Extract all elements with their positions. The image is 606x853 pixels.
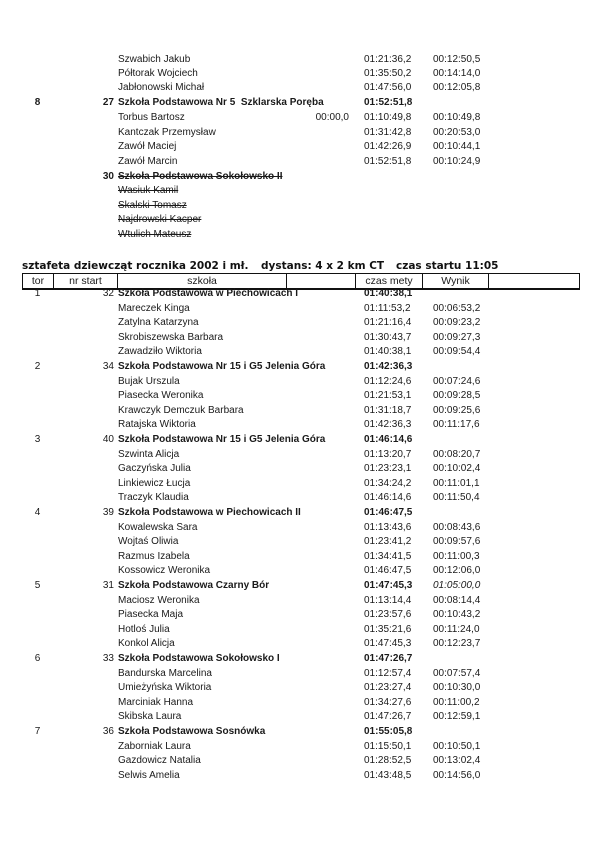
member-name: Umieżyńska Wiktoria [118, 682, 212, 693]
split-result: 00:09:57,6 [433, 536, 481, 547]
start-time: 00:00,0 [315, 112, 349, 123]
member-name: Razmus Izabela [118, 551, 190, 562]
member-row [0, 302, 606, 316]
member-name: Bujak Urszula [118, 376, 180, 387]
split-result: 00:11:01,1 [433, 478, 480, 489]
member-name: Skrobiszewska Barbara [118, 332, 224, 343]
member-name: Linkiewicz Łucja [118, 478, 191, 489]
section-title-bar [22, 259, 602, 273]
start-number: 31 [102, 580, 114, 591]
member-row-dns [0, 228, 606, 242]
member-name: Skalski Tomasz [118, 200, 187, 211]
start-number: 34 [102, 361, 114, 372]
member-name: Jabłonowski Michał [118, 82, 205, 93]
member-row [0, 535, 606, 549]
split-result: 00:12:06,0 [433, 565, 481, 576]
start-number: 40 [102, 434, 114, 445]
start-number: 33 [102, 653, 114, 664]
member-row [0, 667, 606, 681]
team-row [0, 506, 606, 520]
member-name: Zaborniak Laura [118, 741, 191, 752]
finish-time: 01:34:27,6 [364, 697, 412, 708]
split-result: 00:10:50,1 [433, 741, 481, 752]
lane-number: 5 [34, 580, 41, 591]
member-row [0, 126, 606, 140]
team-finish-time: 01:47:26,7 [364, 653, 413, 664]
split-result: 00:11:24,0 [433, 624, 480, 635]
member-name: Piasecka Maja [118, 609, 184, 620]
split-result: 00:10:44,1 [433, 141, 481, 152]
team-result: 01:05:00,0 [433, 580, 481, 591]
lane-number: 7 [34, 726, 41, 737]
split-result: 00:12:50,5 [433, 54, 481, 65]
header-extra [489, 274, 580, 288]
member-row [0, 740, 606, 754]
section-distance: dystans: 4 x 2 km CT [261, 260, 385, 272]
member-name: Szwinta Alicja [118, 449, 180, 460]
start-number: 27 [102, 97, 114, 108]
finish-time: 01:47:56,0 [364, 82, 412, 93]
team-row [0, 96, 606, 110]
split-result: 00:11:00,3 [433, 551, 480, 562]
team-finish-time: 01:55:05,8 [364, 726, 413, 737]
lane-number: 3 [34, 434, 41, 445]
member-name: Ratajska Wiktoria [118, 419, 196, 430]
school-name: Szkoła Podstawowa Sokołowsko I [118, 653, 280, 664]
split-result: 00:20:53,0 [433, 127, 481, 138]
member-row [0, 389, 606, 403]
team-row [0, 725, 606, 739]
member-name: Mareczek Kinga [118, 303, 190, 314]
start-number: 36 [102, 726, 114, 737]
member-row [0, 491, 606, 505]
member-name: Gaczyńska Julia [118, 463, 191, 474]
finish-time: 01:13:20,7 [364, 449, 412, 460]
member-name: Hotloś Julia [118, 624, 170, 635]
split-result: 00:12:59,1 [433, 711, 481, 722]
member-row [0, 696, 606, 710]
member-name: Półtorak Wojciech [118, 68, 198, 79]
split-result: 00:12:05,8 [433, 82, 481, 93]
finish-time: 01:21:36,2 [364, 54, 412, 65]
finish-time: 01:12:57,4 [364, 668, 412, 679]
finish-time: 01:23:57,6 [364, 609, 412, 620]
member-name: Zawadziło Wiktoria [118, 346, 202, 357]
school-name: Szkoła Podstawowa Nr 5 Szklarska Poręba [118, 97, 324, 108]
member-name: Kantczak Przemysław [118, 127, 216, 138]
split-result: 00:08:14,4 [433, 595, 481, 606]
team-row [0, 579, 606, 593]
member-name: Gazdowicz Natalia [118, 755, 201, 766]
member-row [0, 111, 606, 125]
finish-time: 01:12:24,6 [364, 376, 412, 387]
member-row-dns [0, 213, 606, 227]
finish-time: 01:46:47,5 [364, 565, 412, 576]
split-result: 00:14:14,0 [433, 68, 481, 79]
section-start-time: czas startu 11:05 [396, 260, 499, 272]
finish-time: 01:34:24,2 [364, 478, 412, 489]
split-result: 00:07:24,6 [433, 376, 481, 387]
member-name: Skibska Laura [118, 711, 182, 722]
finish-time: 01:47:45,3 [364, 638, 412, 649]
team-finish-time: 01:46:47,5 [364, 507, 413, 518]
finish-time: 01:35:21,6 [364, 624, 412, 635]
member-row [0, 623, 606, 637]
member-row [0, 375, 606, 389]
lane-number: 8 [34, 97, 41, 108]
finish-time: 01:23:27,4 [364, 682, 412, 693]
header-szkola: szkoła [118, 274, 287, 288]
member-row [0, 754, 606, 768]
member-row [0, 345, 606, 359]
split-result: 00:13:02,4 [433, 755, 481, 766]
member-row-dns [0, 199, 606, 213]
member-row [0, 769, 606, 783]
start-number: 30 [102, 171, 114, 182]
member-name: Konkol Alicja [118, 638, 175, 649]
split-result: 00:10:30,0 [433, 682, 481, 693]
lane-number: 6 [34, 653, 41, 664]
split-result: 00:09:25,6 [433, 405, 481, 416]
team-row-dns [0, 170, 606, 184]
split-result: 00:09:27,3 [433, 332, 481, 343]
member-name: Maciosz Weronika [118, 595, 200, 606]
finish-time: 01:28:52,5 [364, 755, 412, 766]
split-result: 00:08:43,6 [433, 522, 481, 533]
member-row [0, 140, 606, 154]
team-finish-time: 01:47:45,3 [364, 580, 413, 591]
header-tor: tor [23, 274, 54, 288]
member-name: Marciniak Hanna [118, 697, 194, 708]
split-result: 00:12:23,7 [433, 638, 481, 649]
finish-time: 01:47:26,7 [364, 711, 412, 722]
header-nr-start: nr start [54, 274, 118, 288]
member-row [0, 710, 606, 724]
member-row [0, 564, 606, 578]
team-finish-time: 01:52:51,8 [364, 97, 413, 108]
finish-time: 01:43:48,5 [364, 770, 412, 781]
member-row [0, 594, 606, 608]
member-name: Krawczyk Demczuk Barbara [118, 405, 244, 416]
member-name: Zawół Marcin [118, 156, 178, 167]
member-row [0, 550, 606, 564]
finish-time: 01:11:53,2 [364, 303, 411, 314]
member-row [0, 637, 606, 651]
member-row [0, 155, 606, 169]
team-row [0, 287, 606, 301]
member-row [0, 404, 606, 418]
split-result: 00:09:54,4 [433, 346, 481, 357]
split-result: 00:10:02,4 [433, 463, 481, 474]
school-name: Szkoła Podstawowa Sokołowsko II [118, 171, 283, 182]
school-name: Szkoła Podstawowa w Piechowicach I [118, 288, 299, 299]
split-result: 00:07:57,4 [433, 668, 481, 679]
finish-time: 01:21:53,1 [364, 390, 412, 401]
member-name: Piasecka Weronika [118, 390, 204, 401]
split-result: 00:14:56,0 [433, 770, 481, 781]
member-name: Zawół Maciej [118, 141, 177, 152]
finish-time: 01:13:43,6 [364, 522, 412, 533]
team-finish-time: 01:42:36,3 [364, 361, 413, 372]
team-row [0, 652, 606, 666]
school-name: Szkoła Podstawowa Sosnówka [118, 726, 266, 737]
school-name: Szkoła Podstawowa w Piechowicach II [118, 507, 301, 518]
member-row [0, 477, 606, 491]
member-row [0, 53, 606, 67]
member-name: Kowalewska Sara [118, 522, 198, 533]
team-finish-time: 01:40:38,1 [364, 288, 413, 299]
split-result: 00:09:28,5 [433, 390, 481, 401]
member-row [0, 331, 606, 345]
finish-time: 01:13:14,4 [364, 595, 412, 606]
member-row [0, 521, 606, 535]
finish-time: 01:42:26,9 [364, 141, 412, 152]
school-name: Szkoła Podstawowa Nr 15 i G5 Jelenia Góra [118, 361, 326, 372]
team-row [0, 433, 606, 447]
member-name: Kossowicz Weronika [118, 565, 211, 576]
start-number: 32 [102, 288, 114, 299]
split-result: 00:09:23,2 [433, 317, 481, 328]
header-blank [287, 274, 356, 288]
member-name: Traczyk Klaudia [118, 492, 189, 503]
member-row [0, 81, 606, 95]
finish-time: 01:46:14,6 [364, 492, 412, 503]
team-finish-time: 01:46:14,6 [364, 434, 413, 445]
header-wynik: Wynik [423, 274, 489, 288]
finish-time: 01:34:41,5 [364, 551, 412, 562]
member-row [0, 418, 606, 432]
finish-time: 01:30:43,7 [364, 332, 412, 343]
finish-time: 01:42:36,3 [364, 419, 412, 430]
section-title: sztafeta dziewcząt rocznika 2002 i mł. [22, 260, 249, 272]
finish-time: 01:40:38,1 [364, 346, 412, 357]
finish-time: 01:10:49,8 [364, 112, 412, 123]
member-name: Zatylna Katarzyna [118, 317, 199, 328]
finish-time: 01:31:42,8 [364, 127, 412, 138]
split-result: 00:10:24,9 [433, 156, 481, 167]
member-name: Wasiuk Kamil [118, 185, 179, 196]
member-row [0, 316, 606, 330]
team-row [0, 360, 606, 374]
lane-number: 1 [34, 288, 41, 299]
finish-time: 01:15:50,1 [364, 741, 412, 752]
member-row [0, 67, 606, 81]
finish-time: 01:52:51,8 [364, 156, 412, 167]
school-name: Szkoła Podstawowa Czarny Bór [118, 580, 270, 591]
start-number: 39 [102, 507, 114, 518]
split-result: 00:11:50,4 [433, 492, 480, 503]
member-name: Bandurska Marcelina [118, 668, 212, 679]
header-czas-mety: czas mety [356, 274, 423, 288]
finish-time: 01:23:23,1 [364, 463, 412, 474]
school-name: Szkoła Podstawowa Nr 15 i G5 Jelenia Góra [118, 434, 326, 445]
finish-time: 01:23:41,2 [364, 536, 412, 547]
member-name: Wtulich Mateusz [118, 229, 192, 240]
finish-time: 01:35:50,2 [364, 68, 412, 79]
member-row [0, 462, 606, 476]
split-result: 00:10:43,2 [433, 609, 481, 620]
finish-time: 01:31:18,7 [364, 405, 412, 416]
member-name: Szwabich Jakub [118, 54, 191, 65]
member-row-dns [0, 184, 606, 198]
lane-number: 4 [34, 507, 41, 518]
finish-time: 01:21:16,4 [364, 317, 412, 328]
split-result: 00:08:20,7 [433, 449, 481, 460]
member-row [0, 608, 606, 622]
split-result: 00:10:49,8 [433, 112, 481, 123]
member-row [0, 448, 606, 462]
member-name: Torbus Bartosz [118, 112, 185, 123]
split-result: 00:06:53,2 [433, 303, 481, 314]
member-name: Wojtaś Oliwia [118, 536, 179, 547]
split-result: 00:11:00,2 [433, 697, 480, 708]
member-row [0, 681, 606, 695]
lane-number: 2 [34, 361, 41, 372]
member-name: Selwis Amelia [118, 770, 180, 781]
member-name: Najdrowski Kacper [118, 214, 202, 225]
split-result: 00:11:17,6 [433, 419, 480, 430]
